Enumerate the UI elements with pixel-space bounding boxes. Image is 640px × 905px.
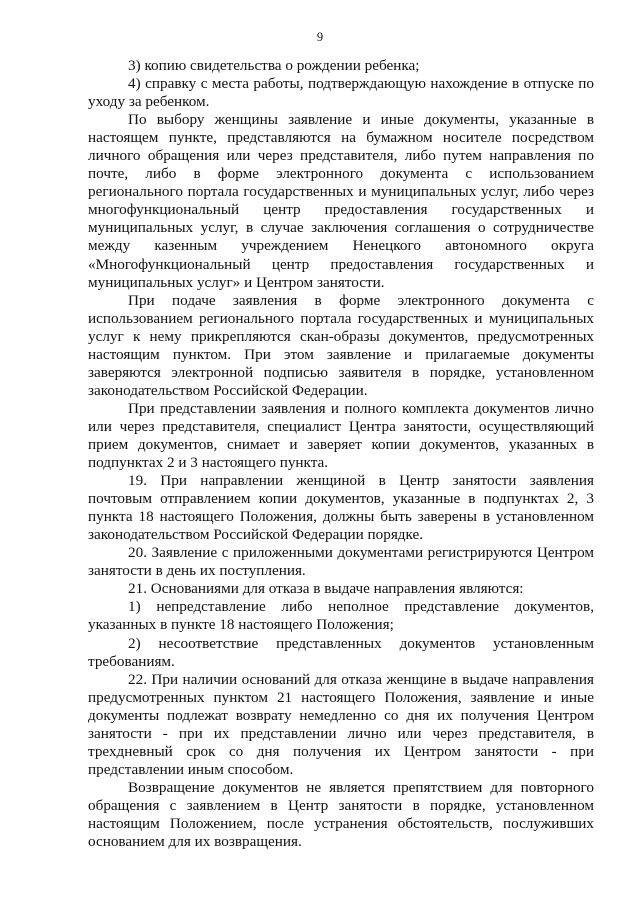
paragraph-item-4: 4) справку с места работы, подтверждающую нахождение в отпуске по уходу за ребенком. <box>88 75 594 111</box>
paragraph-clause-22: 22. При наличии оснований для отказа женщине в выдаче направления предусмотренных пунктом 21 настоящего Положения, заявление и иные документы подлежат возврату немедленно со дня их получения Центром занятости - при их представлении лично или через представителя, в трехдневный срок со дня получения их Центром занятости - при представлении иным способом. <box>88 670 594 778</box>
page-number: 9 <box>316 30 324 44</box>
document-body <box>88 57 594 851</box>
paragraph-clause-19: 19. При направлении женщиной в Центр занятости заявления почтовым отправлением копии документов, указанные в подпунктах 2, 3 пункта 18 настоящего Положения, должны быть заверены в установленном законодательством Российской Федерации порядке. <box>88 472 594 544</box>
paragraph-submission-methods: По выбору женщины заявление и иные документы, указанные в настоящем пункте, представляются на бумажном носителе посредством личного обращения или через представителя, либо путем направления по почте, либо в форме электронного документа с использованием регионального портала государственных и муниципальных услуг, либо через многофункциональный центр предоставления государственных и муниципальных услуг, в случае заключения соглашения о сотрудничестве между казенным учреждением Ненецкого автономного округа «Многофункциональный центр предоставления государственных и муниципальных услуг» и Центром занятости. <box>88 111 594 291</box>
paragraph-clause-20: 20. Заявление с приложенными документами регистрируются Центром занятости в день их поступления. <box>88 544 594 580</box>
paragraph-clause-21-item-2: 2) несоответствие представленных документов установленным требованиям. <box>88 634 594 670</box>
paragraph-electronic-submission: При подаче заявления в форме электронного документа с использованием регионального портала государственных и муниципальных услуг к нему прикрепляются скан-образы документов, предусмотренных настоящим пунктом. При этом заявление и прилагаемые документы заверяются электронной подписью заявителя в порядке, установленном законодательством Российской Федерации. <box>88 291 594 399</box>
paragraph-item-3: 3) копию свидетельства о рождении ребенка; <box>128 57 420 74</box>
paragraph-clause-21: 21. Основаниями для отказа в выдаче направления являются: <box>128 580 524 598</box>
paragraph-clause-21-item-1: 1) непредставление либо неполное представление документов, указанных в пункте 18 настоящего Положения; <box>88 598 594 634</box>
paragraph-personal-submission: При представлении заявления и полного комплекта документов лично или через представителя, специалист Центра занятости, осуществляющий прием документов, снимает и заверяет копии документов, указанных в подпунктах 2 и 3 настоящего пункта. <box>88 399 594 472</box>
paragraph-document-return: Возвращение документов не является препятствием для повторного обращения с заявлением в Центр занятости в порядке, установленном настоящим Положением, после устранения обстоятельств, послуживших основанием для их возвращения. <box>88 778 594 851</box>
